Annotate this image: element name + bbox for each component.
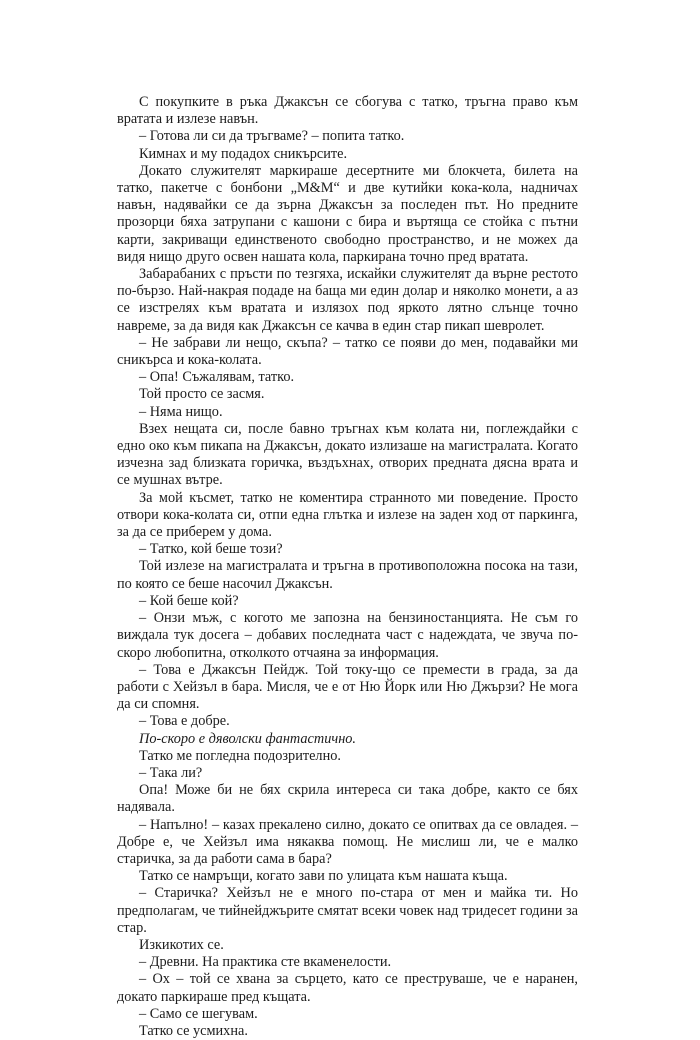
paragraph: Опа! Може би не бях скрила интереса си така добре, както се бях надявала. (117, 782, 578, 816)
paragraph: – Това е добре. (139, 713, 230, 730)
paragraph: По-скоро е дяволски фантастично. (139, 730, 357, 747)
paragraph: – Само се шегувам. (139, 1005, 258, 1022)
paragraph: Кимнах и му подадох сникърсите. (139, 145, 348, 162)
paragraph: С покупките в ръка Джаксън се сбогува с татко, тръгна право към вратата и излезе навън. (117, 94, 578, 128)
paragraph: – Древни. На практика сте вкаменелости. (139, 954, 392, 971)
book-page-text (117, 94, 578, 1040)
paragraph: Той просто се засмя. (139, 386, 265, 403)
paragraph: – Готова ли си да тръгваме? – попита татко. (139, 128, 405, 145)
paragraph: Татко се усмихна. (139, 1022, 248, 1039)
paragraph: – Старичка? Хейзъл не е много по-стара от мен и майка ти. Но предполагам, че тийнейджърите смятат всеки човек над тридесет години за стар. (117, 885, 578, 936)
paragraph: Татко ме погледна подозрително. (139, 747, 341, 764)
paragraph: – Няма нищо. (139, 403, 223, 420)
paragraph: – Татко, кой беше този? (139, 541, 283, 558)
paragraph: – Напълно! – казах прекалено силно, докато се опитвах да се овладея. – Добре е, че Хейзъл има някаква помощ. Не мислиш ли, че е малко старичка, за да работи сама в бара? (117, 816, 578, 867)
paragraph: – Ох – той се хвана за сърцето, като се преструваше, че е наранен, докато паркираше пред къщата. (117, 971, 578, 1005)
paragraph: Изкикотих се. (139, 936, 224, 953)
paragraph: – Това е Джаксън Пейдж. Той току-що се премести в града, за да работи с Хейзъл в бара. Мисля, че е от Ню Йорк или Ню Джързи? Не мога да си спомня. (117, 661, 578, 713)
paragraph: – Така ли? (139, 764, 203, 781)
paragraph: Татко се намръщи, когато зави по улицата към нашата къща. (139, 868, 508, 885)
paragraph: Забарабаних с пръсти по тезгяха, искайки служителят да върне рестото по-бързо. Най-накрая подаде на баща ми един долар и няколко монети, а аз се изстрелях към вратата и излязох под яркото лятно слънце точно навреме, за да видя как Джаксън се качва в един стар пикап шевролет. (117, 266, 578, 334)
paragraph: Той излезе на магистралата и тръгна в противоположна посока на тази, по която се беше насочил Джаксън. (117, 558, 578, 592)
paragraph: – Опа! Съжалявам, татко. (139, 369, 295, 386)
paragraph: – Онзи мъж, с когото ме запозна на бензиностанцията. Не съм го виждала тук досега – добавих последната част с надеждата, че звуча по-скоро любопитна, отколкото отчаяна за информация. (117, 610, 578, 661)
paragraph: За мой късмет, татко не коментира странното ми поведение. Просто отвори кока-колата си, отпи една глътка и излезе на заден ход от паркинга, за да се приберем у дома. (117, 489, 578, 541)
paragraph: Взех нещата си, после бавно тръгнах към колата ни, поглеждайки с едно око към пикапа на Джаксън, докато излизаше на магистралата. Когато изчезна зад близката горичка, въздъхнах, отворих предната дясна врата и се мушнах вътре. (117, 420, 578, 489)
paragraph: – Не забрави ли нещо, скъпа? – татко се появи до мен, подавайки ми сникърса и кока-колата. (117, 334, 578, 369)
paragraph: Докато служителят маркираше десертните ми блокчета, билета на татко, пакетче с бонбони „M&M“ и две кутийки кока-кола, надничах навън, надявайки се да зърна Джаксън за последен път. Но предните прозорци бяха затрупани с кашони с бира и въртяща се стойка с пътни карти, закриващи единственото свободно пространство, и не можех да видя нищо друго освен нашата кола, паркирана точно пред вратата. (117, 162, 578, 265)
paragraph: – Кой беше кой? (139, 592, 239, 609)
